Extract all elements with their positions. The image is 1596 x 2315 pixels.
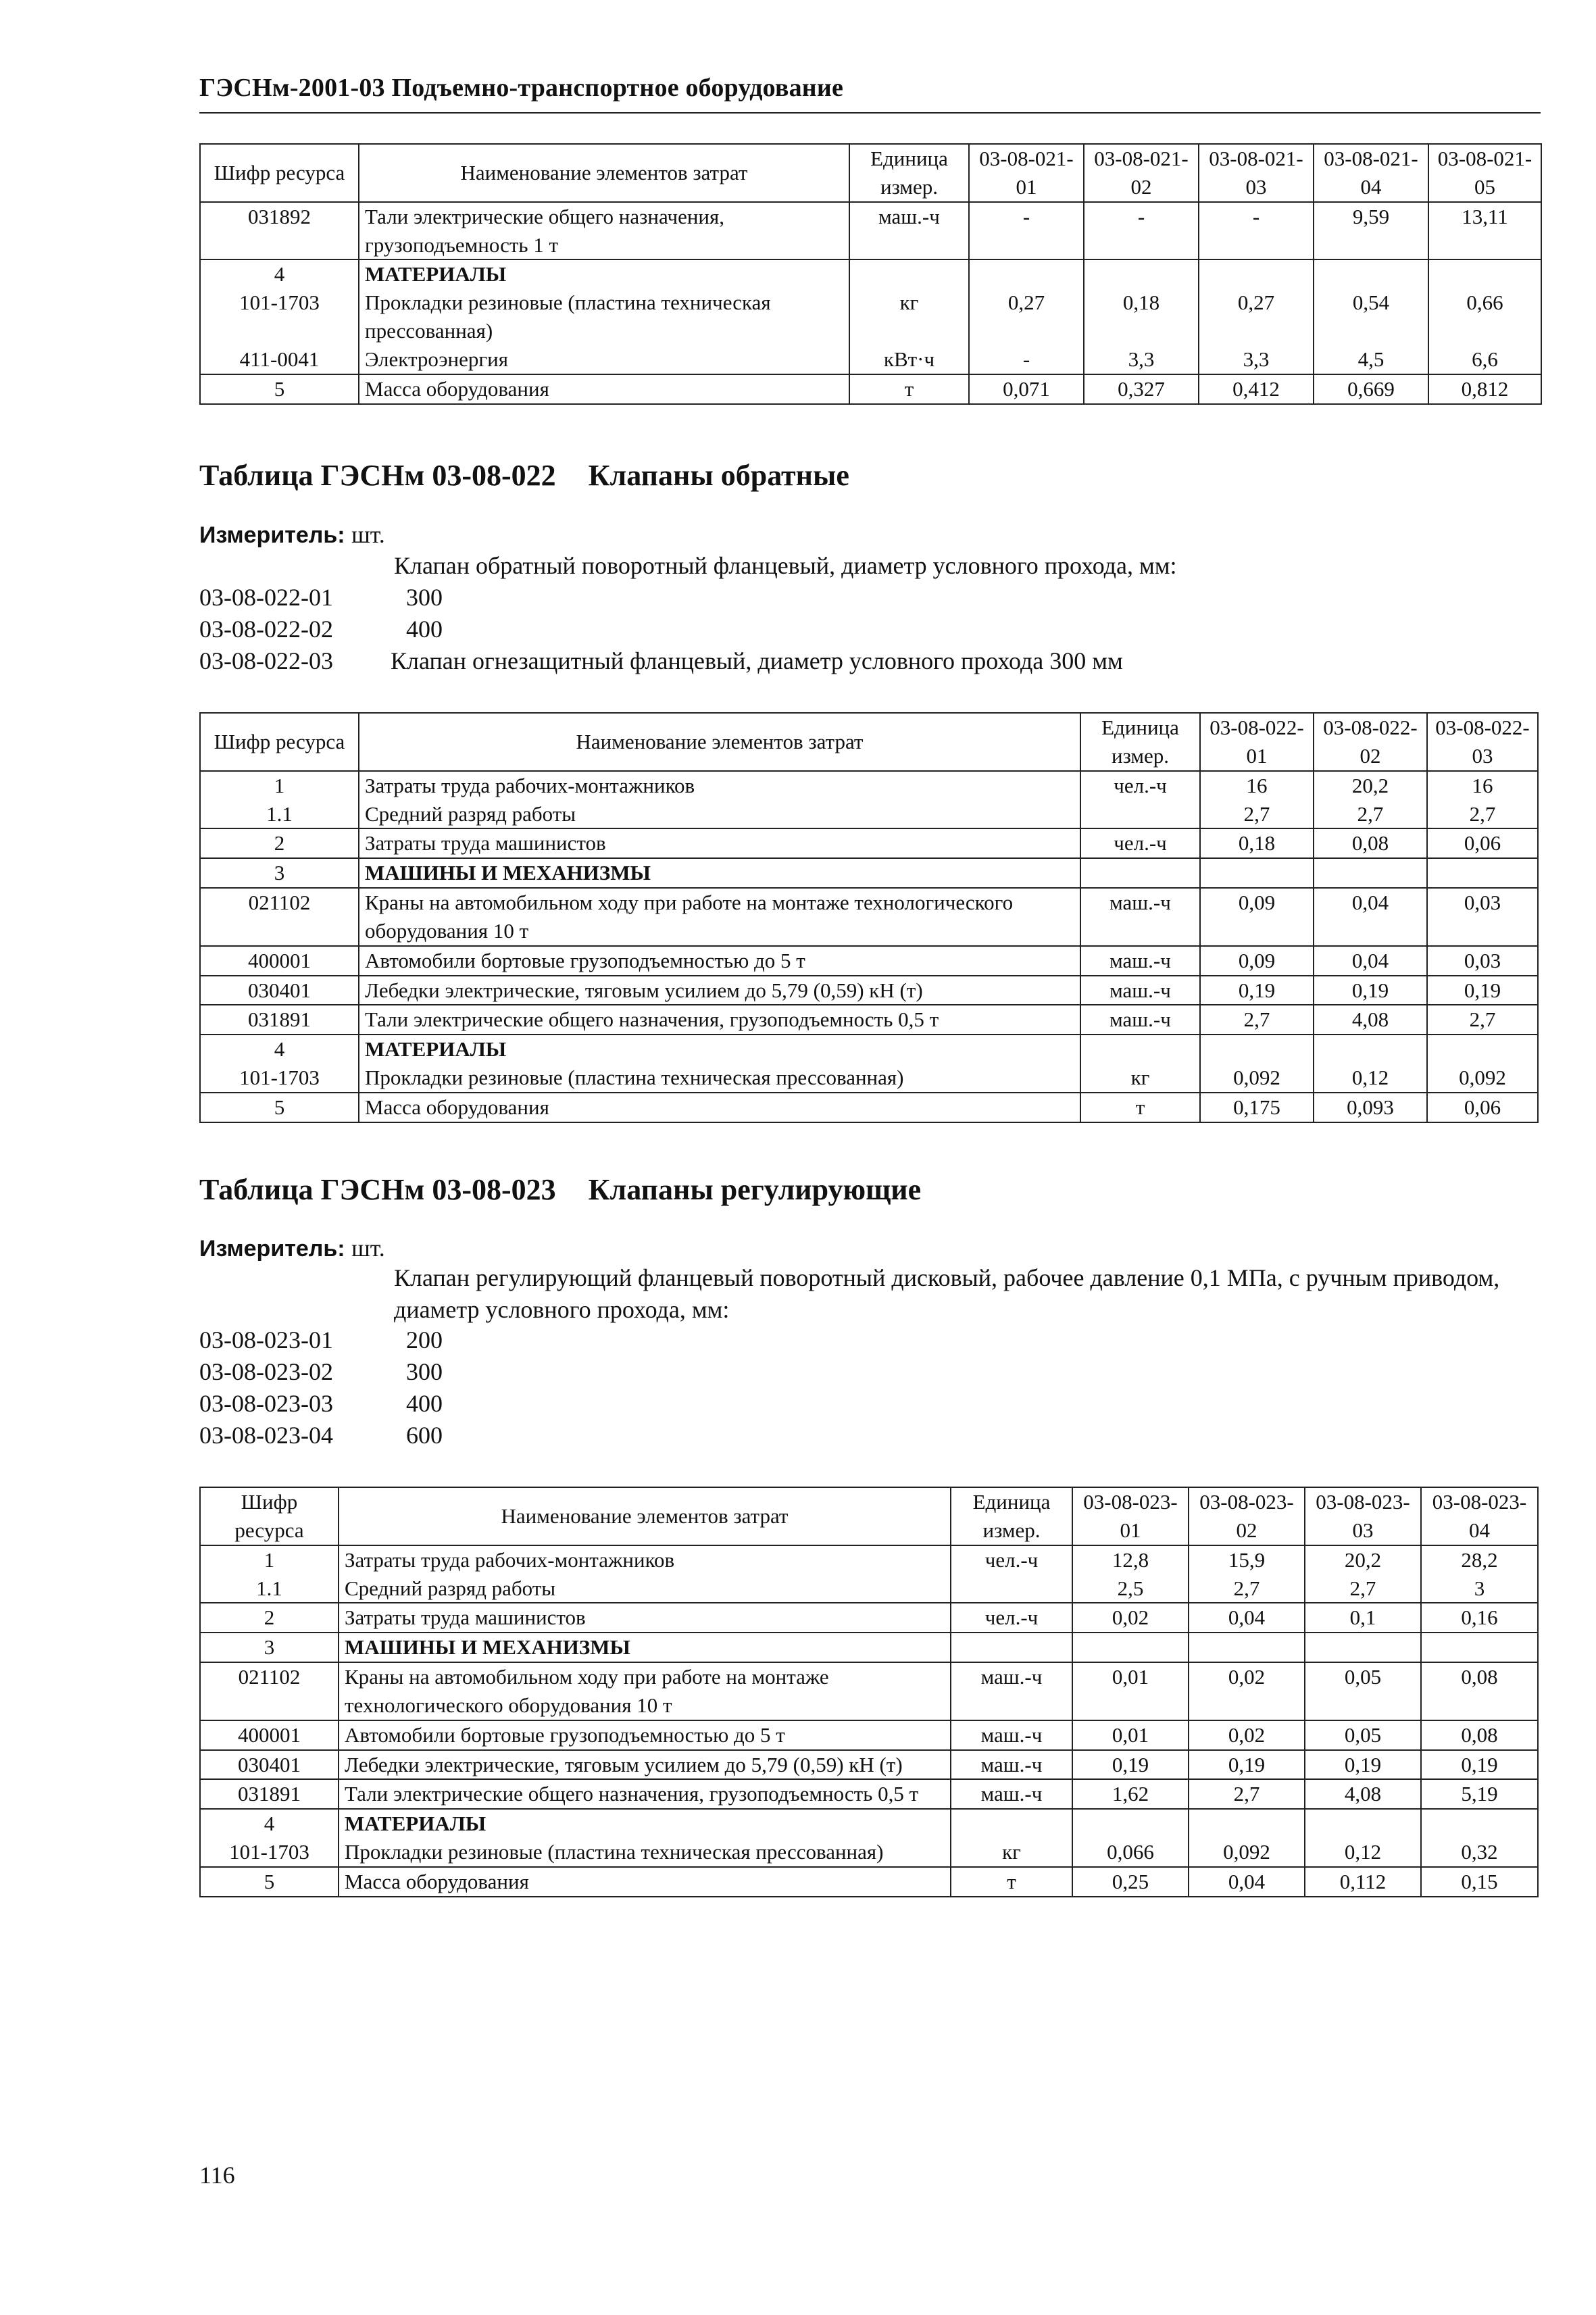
row-value <box>1072 1633 1189 1662</box>
row-value: 0,16 <box>1421 1603 1538 1633</box>
row-value: 16 <box>1200 771 1314 800</box>
row-name: МАТЕРИАЛЫ <box>359 1035 1080 1064</box>
measure-label: Измеритель: <box>199 522 345 548</box>
row-code: 2 <box>200 828 359 858</box>
table-row <box>200 374 1541 404</box>
row-value: 4,08 <box>1305 1779 1421 1809</box>
row-value: 16 <box>1427 771 1538 800</box>
table-row <box>200 1838 1538 1867</box>
table-row <box>200 828 1538 858</box>
row-value <box>1084 259 1199 289</box>
measure-value: шт. <box>351 521 385 548</box>
row-code: 021102 <box>200 888 359 946</box>
row-value: 0,15 <box>1421 1867 1538 1897</box>
header-col: 03-08-023-04 <box>1421 1487 1538 1545</box>
row-value: 15,9 <box>1189 1545 1305 1574</box>
table-row <box>200 345 1541 374</box>
row-value <box>1427 1035 1538 1064</box>
row-name: Средний разряд работы <box>359 800 1080 829</box>
row-value: 0,175 <box>1200 1093 1314 1122</box>
norm-code: 03-08-023-03 <box>199 1390 333 1417</box>
header-unit: Единица измер. <box>1080 713 1200 771</box>
header-unit: Единица измер. <box>849 144 969 202</box>
norm-code-item <box>199 1388 1544 1420</box>
row-value <box>1189 1633 1305 1662</box>
row-value: 0,09 <box>1200 888 1314 946</box>
row-name: Тали электрические общего назначения, грузоподъемность 1 т <box>359 202 849 260</box>
row-unit: т <box>849 374 969 404</box>
row-name: Прокладки резиновые (пластина техническая прессованная) <box>359 1064 1080 1093</box>
row-value: 0,06 <box>1427 828 1538 858</box>
row-value: 0,092 <box>1200 1064 1314 1093</box>
row-code: 5 <box>200 374 359 404</box>
header-col: 03-08-021-04 <box>1314 144 1428 202</box>
row-code: 3 <box>200 1633 339 1662</box>
row-name: Автомобили бортовые грузоподъемностью до 5 т <box>359 946 1080 976</box>
row-value: 0,18 <box>1084 289 1199 345</box>
row-unit: чел.-ч <box>951 1603 1072 1633</box>
measure <box>199 1234 385 1262</box>
row-value: 0,19 <box>1427 976 1538 1005</box>
row-name: Затраты труда машинистов <box>339 1603 951 1633</box>
row-code: 400001 <box>200 1720 339 1750</box>
row-name: Масса оборудования <box>359 1093 1080 1122</box>
row-value: 0,09 <box>1200 946 1314 976</box>
row-code: 031892 <box>200 202 359 260</box>
header-col: 03-08-022-03 <box>1427 713 1538 771</box>
row-value: 2,7 <box>1189 1779 1305 1809</box>
row-value: 0,071 <box>969 374 1084 404</box>
row-name: Тали электрические общего назначения, грузоподъемность 0,5 т <box>339 1779 951 1809</box>
row-value: 3,3 <box>1084 345 1199 374</box>
table-03-08-021 <box>199 143 1542 405</box>
header-name: Наименование элементов затрат <box>359 144 849 202</box>
header-col: 03-08-021-03 <box>1199 144 1314 202</box>
row-code: 1.1 <box>200 800 359 829</box>
row-value: 0,669 <box>1314 374 1428 404</box>
table-row <box>200 771 1538 800</box>
table-header-row <box>200 713 1538 771</box>
row-value: 0,19 <box>1314 976 1427 1005</box>
row-value <box>1200 858 1314 888</box>
row-value: 0,18 <box>1200 828 1314 858</box>
table-row <box>200 858 1538 888</box>
norm-code-list <box>199 1324 1544 1451</box>
table-row <box>200 1574 1538 1603</box>
norm-code-text: 300 <box>406 584 443 611</box>
row-value: 28,2 <box>1421 1545 1538 1574</box>
row-code: 101-1703 <box>200 1838 339 1867</box>
table-description: Клапан регулирующий фланцевый поворотный дисковый, рабочее давление 0,1 МПа, с ручным приводом, диаметр условного прохода, мм: <box>394 1264 1500 1323</box>
table-row <box>200 1662 1538 1720</box>
row-value <box>1072 1809 1189 1838</box>
row-name: Средний разряд работы <box>339 1574 951 1603</box>
norm-code: 03-08-022-02 <box>199 616 333 643</box>
row-unit: маш.-ч <box>1080 1005 1200 1035</box>
header-col: 03-08-023-02 <box>1189 1487 1305 1545</box>
row-value: 0,1 <box>1305 1603 1421 1633</box>
table-title-03-08-023 <box>199 1172 921 1207</box>
row-value: 0,04 <box>1189 1867 1305 1897</box>
row-code: 1.1 <box>200 1574 339 1603</box>
row-value: - <box>969 345 1084 374</box>
row-unit: маш.-ч <box>951 1720 1072 1750</box>
row-name: Краны на автомобильном ходу при работе на монтаже технологического оборудования 10 т <box>339 1662 951 1720</box>
row-unit <box>1080 1035 1200 1064</box>
table-row <box>200 1720 1538 1750</box>
norm-code: 03-08-023-04 <box>199 1422 333 1449</box>
row-value: 0,54 <box>1314 289 1428 345</box>
row-value: 4,5 <box>1314 345 1428 374</box>
row-value <box>1314 259 1428 289</box>
row-value: 2,7 <box>1314 800 1427 829</box>
header-name: Наименование элементов затрат <box>339 1487 951 1545</box>
row-code: 030401 <box>200 976 359 1005</box>
table-row <box>200 202 1541 260</box>
norm-code-item <box>199 645 1544 677</box>
row-unit: маш.-ч <box>951 1779 1072 1809</box>
row-value: 0,04 <box>1314 888 1427 946</box>
header-col: 03-08-022-02 <box>1314 713 1427 771</box>
row-value: 2,7 <box>1427 800 1538 829</box>
row-name: Тали электрические общего назначения, грузоподъемность 0,5 т <box>359 1005 1080 1035</box>
row-unit <box>1080 858 1200 888</box>
row-unit: маш.-ч <box>951 1750 1072 1780</box>
norm-code-item <box>199 582 1544 614</box>
row-value: 0,19 <box>1305 1750 1421 1780</box>
row-value: 0,08 <box>1421 1662 1538 1720</box>
header-col: 03-08-022-01 <box>1200 713 1314 771</box>
row-unit: маш.-ч <box>1080 888 1200 946</box>
table-title-name: Клапаны регулирующие <box>588 1173 922 1206</box>
table-row <box>200 1064 1538 1093</box>
row-code: 3 <box>200 858 359 888</box>
row-unit: маш.-ч <box>951 1662 1072 1720</box>
header-col: 03-08-021-01 <box>969 144 1084 202</box>
measure <box>199 520 385 549</box>
row-value: 20,2 <box>1305 1545 1421 1574</box>
row-value: 5,19 <box>1421 1779 1538 1809</box>
row-name: Автомобили бортовые грузоподъемностью до 5 т <box>339 1720 951 1750</box>
table-row <box>200 259 1541 289</box>
row-value: - <box>969 202 1084 260</box>
row-value: 1,62 <box>1072 1779 1189 1809</box>
table-row <box>200 1750 1538 1780</box>
row-value: 0,12 <box>1305 1838 1421 1867</box>
row-value: 0,05 <box>1305 1662 1421 1720</box>
row-value: 3 <box>1421 1574 1538 1603</box>
row-value: 0,112 <box>1305 1867 1421 1897</box>
row-code: 5 <box>200 1093 359 1122</box>
row-unit: маш.-ч <box>1080 946 1200 976</box>
row-unit <box>849 259 969 289</box>
row-code: 5 <box>200 1867 339 1897</box>
norm-code: 03-08-023-02 <box>199 1358 333 1385</box>
measure-label: Измеритель: <box>199 1236 345 1262</box>
row-code: 4 <box>200 1035 359 1064</box>
row-name: Лебедки электрические, тяговым усилием до 5,79 (0,59) кН (т) <box>339 1750 951 1780</box>
row-value: 0,04 <box>1314 946 1427 976</box>
table-row <box>200 946 1538 976</box>
row-value <box>1189 1809 1305 1838</box>
row-value: 0,27 <box>1199 289 1314 345</box>
row-name: Краны на автомобильном ходу при работе на монтаже технологического оборудования 10 т <box>359 888 1080 946</box>
row-value: 2,7 <box>1427 1005 1538 1035</box>
table-row <box>200 1545 1538 1574</box>
table-row <box>200 1005 1538 1035</box>
row-unit: т <box>951 1867 1072 1897</box>
row-value: 0,093 <box>1314 1093 1427 1122</box>
table-row <box>200 1603 1538 1633</box>
row-value: 2,7 <box>1189 1574 1305 1603</box>
row-unit: маш.-ч <box>1080 976 1200 1005</box>
table-row <box>200 1867 1538 1897</box>
row-unit <box>1080 800 1200 829</box>
row-value: 20,2 <box>1314 771 1427 800</box>
row-code: 101-1703 <box>200 1064 359 1093</box>
page-number: 116 <box>199 2162 235 2189</box>
row-value: 0,19 <box>1072 1750 1189 1780</box>
row-code: 1 <box>200 771 359 800</box>
table-row <box>200 1633 1538 1662</box>
row-value: 2,7 <box>1305 1574 1421 1603</box>
row-name: Затраты труда рабочих-монтажников <box>339 1545 951 1574</box>
row-value: 0,01 <box>1072 1662 1189 1720</box>
norm-code: 03-08-022-03 <box>199 647 333 674</box>
row-value: 0,25 <box>1072 1867 1189 1897</box>
row-code: 101-1703 <box>200 289 359 345</box>
row-value: 0,03 <box>1427 888 1538 946</box>
row-code: 411-0041 <box>200 345 359 374</box>
norm-code-text: 300 <box>406 1358 443 1385</box>
norm-code-item <box>199 1324 1544 1356</box>
row-value: 0,32 <box>1421 1838 1538 1867</box>
header-unit: Единица измер. <box>951 1487 1072 1545</box>
measure-value: шт. <box>351 1235 385 1262</box>
row-value: 2,7 <box>1200 800 1314 829</box>
row-value <box>1314 858 1427 888</box>
row-unit: т <box>1080 1093 1200 1122</box>
row-unit: кг <box>849 289 969 345</box>
row-value <box>1421 1809 1538 1838</box>
table-row <box>200 289 1541 345</box>
table-row <box>200 1035 1538 1064</box>
table-03-08-023 <box>199 1487 1539 1897</box>
table-row <box>200 1093 1538 1122</box>
row-value: 3,3 <box>1199 345 1314 374</box>
table-title-name: Клапаны обратные <box>588 459 849 492</box>
header-col: 03-08-023-01 <box>1072 1487 1189 1545</box>
header-name: Наименование элементов затрат <box>359 713 1080 771</box>
row-value <box>1314 1035 1427 1064</box>
row-value: 2,7 <box>1200 1005 1314 1035</box>
table-title-code: Таблица ГЭСНм 03-08-023 <box>199 1173 556 1206</box>
table-header-row <box>200 144 1541 202</box>
norm-code-text: 200 <box>406 1326 443 1353</box>
row-name: МАТЕРИАЛЫ <box>359 259 849 289</box>
row-value: 0,02 <box>1189 1720 1305 1750</box>
table-title-code: Таблица ГЭСНм 03-08-022 <box>199 459 556 492</box>
row-value <box>1428 259 1541 289</box>
page-header: ГЭСНм-2001-03 Подъемно-транспортное оборудование <box>199 73 1541 114</box>
header-col: 03-08-023-03 <box>1305 1487 1421 1545</box>
row-value: 0,812 <box>1428 374 1541 404</box>
table-row <box>200 1779 1538 1809</box>
row-name: МАТЕРИАЛЫ <box>339 1809 951 1838</box>
table-title-03-08-022 <box>199 458 849 493</box>
row-value: 0,27 <box>969 289 1084 345</box>
row-unit <box>951 1633 1072 1662</box>
row-name: Затраты труда рабочих-монтажников <box>359 771 1080 800</box>
row-code: 2 <box>200 1603 339 1633</box>
row-unit: кВт·ч <box>849 345 969 374</box>
norm-code-text: Клапан огнезащитный фланцевый, диаметр условного прохода 300 мм <box>391 647 1123 674</box>
row-unit: чел.-ч <box>1080 828 1200 858</box>
row-value <box>1305 1633 1421 1662</box>
row-code: 030401 <box>200 1750 339 1780</box>
row-value: 0,02 <box>1072 1603 1189 1633</box>
header-code: Шифр ресурса <box>200 144 359 202</box>
row-code: 021102 <box>200 1662 339 1720</box>
row-value: 0,02 <box>1189 1662 1305 1720</box>
row-name: Затраты труда машинистов <box>359 828 1080 858</box>
row-value: 13,11 <box>1428 202 1541 260</box>
row-value <box>1199 259 1314 289</box>
row-code: 031891 <box>200 1779 339 1809</box>
row-value: 0,04 <box>1189 1603 1305 1633</box>
norm-code-text: 400 <box>406 1390 443 1417</box>
header-code: Шифр ресурса <box>200 713 359 771</box>
row-name: Прокладки резиновые (пластина техническая прессованная) <box>359 289 849 345</box>
row-value: 0,19 <box>1189 1750 1305 1780</box>
norm-code-item <box>199 1356 1544 1388</box>
row-code: 1 <box>200 1545 339 1574</box>
row-value: 0,08 <box>1314 828 1427 858</box>
row-value <box>1421 1633 1538 1662</box>
table-description: Клапан обратный поворотный фланцевый, диаметр условного прохода, мм: <box>394 552 1177 579</box>
table-row <box>200 1809 1538 1838</box>
row-value: 9,59 <box>1314 202 1428 260</box>
row-value: 0,19 <box>1421 1750 1538 1780</box>
row-unit: маш.-ч <box>849 202 969 260</box>
norm-code-text: 600 <box>406 1422 443 1449</box>
row-unit: чел.-ч <box>1080 771 1200 800</box>
table-03-08-022 <box>199 712 1539 1123</box>
header-code: Шифр ресурса <box>200 1487 339 1545</box>
row-code: 031891 <box>200 1005 359 1035</box>
row-value: 0,327 <box>1084 374 1199 404</box>
norm-code-item <box>199 614 1544 645</box>
row-name: Лебедки электрические, тяговым усилием до 5,79 (0,59) кН (т) <box>359 976 1080 1005</box>
row-value: 0,066 <box>1072 1838 1189 1867</box>
row-value: - <box>1199 202 1314 260</box>
row-unit: кг <box>1080 1064 1200 1093</box>
norm-code: 03-08-023-01 <box>199 1326 333 1353</box>
row-name: МАШИНЫ И МЕХАНИЗМЫ <box>339 1633 951 1662</box>
row-value: 0,66 <box>1428 289 1541 345</box>
row-value: 0,092 <box>1427 1064 1538 1093</box>
row-value <box>969 259 1084 289</box>
row-unit <box>951 1809 1072 1838</box>
row-value: 0,03 <box>1427 946 1538 976</box>
row-value: 0,08 <box>1421 1720 1538 1750</box>
row-value: 0,19 <box>1200 976 1314 1005</box>
row-code: 400001 <box>200 946 359 976</box>
row-value: 0,01 <box>1072 1720 1189 1750</box>
table-row <box>200 800 1538 829</box>
row-unit <box>951 1574 1072 1603</box>
row-value: 0,412 <box>1199 374 1314 404</box>
row-value: 12,8 <box>1072 1545 1189 1574</box>
row-name: МАШИНЫ И МЕХАНИЗМЫ <box>359 858 1080 888</box>
table-row <box>200 976 1538 1005</box>
row-name: Масса оборудования <box>339 1867 951 1897</box>
row-code: 4 <box>200 259 359 289</box>
row-name: Прокладки резиновые (пластина техническая прессованная) <box>339 1838 951 1867</box>
row-unit: кг <box>951 1838 1072 1867</box>
row-value: 4,08 <box>1314 1005 1427 1035</box>
norm-code: 03-08-022-01 <box>199 584 333 611</box>
row-value: - <box>1084 202 1199 260</box>
row-code: 4 <box>200 1809 339 1838</box>
header-col: 03-08-021-02 <box>1084 144 1199 202</box>
row-value: 0,12 <box>1314 1064 1427 1093</box>
row-value: 0,092 <box>1189 1838 1305 1867</box>
row-value <box>1305 1809 1421 1838</box>
header-col: 03-08-021-05 <box>1428 144 1541 202</box>
row-value: 2,5 <box>1072 1574 1189 1603</box>
row-unit: чел.-ч <box>951 1545 1072 1574</box>
table-header-row <box>200 1487 1538 1545</box>
row-name: Масса оборудования <box>359 374 849 404</box>
row-value: 0,05 <box>1305 1720 1421 1750</box>
row-name: Электроэнергия <box>359 345 849 374</box>
row-value <box>1200 1035 1314 1064</box>
row-value: 6,6 <box>1428 345 1541 374</box>
row-value <box>1427 858 1538 888</box>
row-value: 0,06 <box>1427 1093 1538 1122</box>
norm-code-item <box>199 1420 1544 1451</box>
norm-code-text: 400 <box>406 616 443 643</box>
norm-code-list <box>199 582 1544 677</box>
table-row <box>200 888 1538 946</box>
